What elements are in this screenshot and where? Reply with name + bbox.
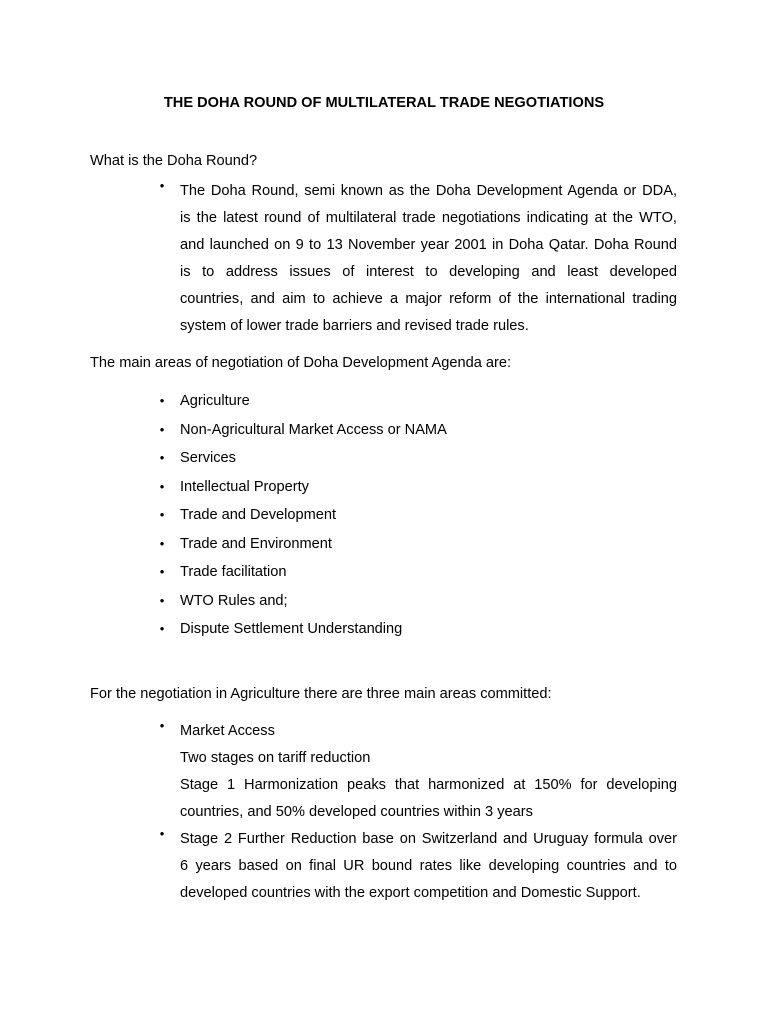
- list-item-label: Non-Agricultural Market Access or NAMA: [180, 421, 447, 438]
- text-line: Stage 1 Harmonization peaks that harmonized at 150% for developing: [180, 777, 677, 793]
- page-title: THE DOHA ROUND OF MULTILATERAL TRADE NEGOTIATIONS: [163, 95, 605, 111]
- list-item-label: Trade and Environment: [180, 535, 332, 552]
- bullet-icon: •: [159, 421, 165, 437]
- list-item-label: Trade and Development: [180, 507, 337, 523]
- text-line: system of lower trade barriers and revised trade rules.: [180, 318, 529, 334]
- list-item: [159, 387, 677, 416]
- text-line: The Doha Round, semi known as the Doha Development Agenda or DDA,: [180, 183, 677, 199]
- main-areas-list: [159, 387, 677, 644]
- bullet-icon: •: [159, 478, 165, 494]
- bullet-icon: •: [159, 450, 165, 465]
- text-line: countries, and aim to achieve a major reform of the international trading: [180, 291, 677, 307]
- list-item: [159, 444, 677, 473]
- list-item: [159, 615, 677, 644]
- text-line: developed countries with the export competition and Domestic Support.: [180, 885, 641, 901]
- bullet-icon: •: [159, 564, 165, 579]
- text-line: 6 years based on final UR bound rates like developing countries and to: [180, 858, 677, 874]
- bullet-icon: •: [159, 535, 165, 551]
- list-item-label: Services: [180, 450, 236, 466]
- list-item-label: Agriculture: [180, 393, 250, 409]
- list-item: [159, 718, 677, 826]
- text-line: countries, and 50% developed countries within 3 years: [180, 804, 533, 820]
- list-item: [159, 501, 677, 530]
- text-line: is to address issues of interest to developing and least developed: [180, 264, 677, 280]
- agriculture-list: [159, 718, 677, 907]
- bullet-icon: •: [159, 826, 165, 841]
- text-line: is the latest round of multilateral trade negotiations indicating at the WTO,: [180, 210, 677, 226]
- list-item: [159, 826, 677, 907]
- bullet-icon: •: [159, 507, 165, 522]
- agriculture-heading: For the negotiation in Agriculture there are three main areas committed:: [90, 686, 552, 702]
- bullet-icon: •: [159, 718, 165, 733]
- list-item-label: Dispute Settlement Understanding: [180, 621, 403, 637]
- stage1-text: [180, 772, 677, 826]
- bullet-icon: •: [159, 621, 165, 636]
- list-item: [159, 416, 677, 445]
- text-line: Stage 2 Further Reduction base on Switzerland and Uruguay formula over: [180, 831, 677, 847]
- list-item-label: Trade facilitation: [180, 564, 287, 580]
- list-item-label: Intellectual Property: [180, 478, 309, 495]
- list-item: [159, 530, 677, 559]
- stage2-text: [180, 826, 677, 907]
- intro-bullet-text: [180, 178, 677, 340]
- bullet-icon: •: [159, 592, 165, 608]
- list-item-label: WTO Rules and;: [180, 592, 288, 609]
- main-areas-heading: The main areas of negotiation of Doha Development Agenda are:: [90, 355, 512, 371]
- list-item: [159, 587, 677, 616]
- bullet-icon: •: [159, 393, 165, 408]
- list-item: [159, 558, 677, 587]
- tariff-reduction-note: Two stages on tariff reduction: [180, 750, 371, 766]
- bullet-icon: •: [159, 178, 165, 193]
- text-line: and launched on 9 to 13 November year 2001 in Doha Qatar. Doha Round: [180, 237, 677, 253]
- question-heading: What is the Doha Round?: [90, 153, 258, 169]
- list-item: [159, 473, 677, 502]
- list-item: [159, 178, 677, 340]
- intro-bullet: [159, 178, 677, 340]
- market-access-label: Market Access: [180, 723, 275, 739]
